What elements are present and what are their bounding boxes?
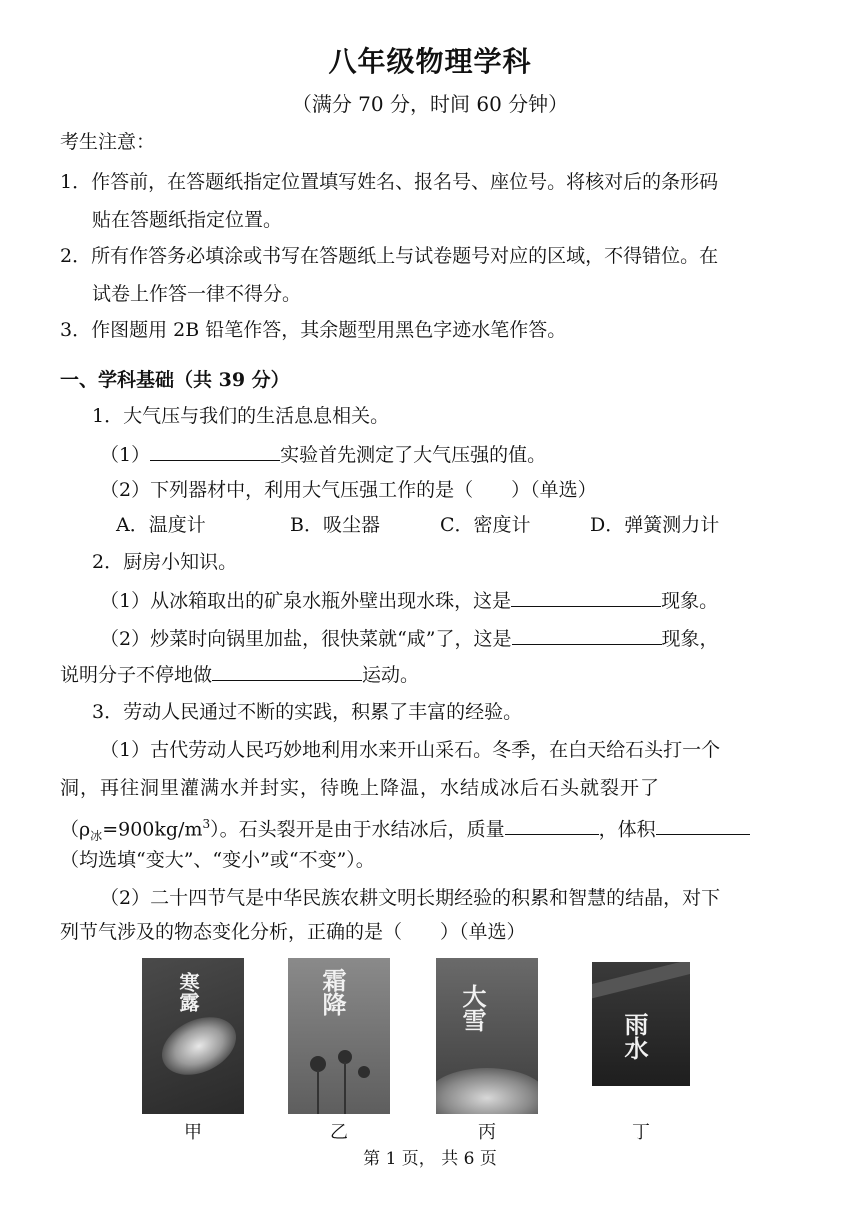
poster-caption: 甲	[184, 1122, 202, 1143]
q1-stem: 1．大气压与我们的生活息息相关。	[92, 405, 390, 427]
poster-caption: 丁	[632, 1122, 650, 1143]
poster-art-text: 大雪	[458, 984, 487, 1032]
notice-heading: 考生注意：	[60, 131, 156, 153]
q2-part2-line2-suffix: 运动。	[362, 664, 420, 686]
frost-flower-poster	[288, 958, 390, 1114]
unit-exponent: 3	[202, 817, 211, 831]
q3-part1-text: ）。石头裂开是由于水结冰后，质量	[210, 818, 505, 841]
answer-blank[interactable]	[656, 814, 750, 835]
q2-part2-line2-prefix: 说明分子不停地做	[60, 664, 213, 686]
notice-item-1-cont: 贴在答题纸指定位置。	[92, 209, 283, 231]
q1-part1-suffix: 实验首先测定了大气压强的值。	[280, 444, 547, 466]
flower-stem	[317, 1070, 319, 1114]
option-a: A．温度计	[116, 514, 206, 536]
option-c: C．密度计	[440, 514, 531, 536]
q2-part2-cont	[60, 660, 419, 689]
q3-part1-text2: ，体积	[598, 818, 656, 841]
roof-eave	[592, 962, 690, 999]
page-number: 第 1 页， 共 6 页	[363, 1149, 497, 1169]
frost-leaf-poster	[142, 958, 244, 1114]
notice-item-1: 1．作答前，在答题纸指定位置填写姓名、报名号、座位号。将核对后的条形码	[60, 171, 719, 193]
option-b: B．吸尘器	[290, 514, 380, 536]
poster-art-text: 雨水	[620, 1012, 649, 1060]
option-d: D．弹簧测力计	[590, 514, 720, 536]
q3-part1-line2: 洞，再往洞里灌满水并封实，待晚上降温，水结成冰后石头就裂开了	[60, 777, 661, 799]
q1-part1-prefix: （1）	[100, 444, 151, 466]
notice-item-2-cont: 试卷上作答一律不得分。	[92, 283, 302, 305]
section-heading: 一、学科基础（共 39 分）	[60, 369, 290, 391]
q1-part1	[100, 440, 546, 469]
q3-part2-line1: （2）二十四节气是中华民族农耕文明长期经验的积累和智慧的结晶，对下	[100, 887, 721, 909]
answer-blank[interactable]	[150, 440, 280, 461]
poster-art-text: 寒露	[176, 972, 200, 1012]
page-title: 八年级物理学科	[328, 45, 532, 78]
answer-blank[interactable]	[212, 660, 362, 681]
notice-item-2: 2．所有作答务必填涂或书写在答题纸上与试卷题号对应的区域，不得错位。在	[60, 245, 719, 267]
rho-symbol: （ρ	[60, 818, 91, 841]
q3-stem: 3．劳动人民通过不断的实践，积累了丰富的经验。	[92, 701, 523, 723]
q2-stem: 2．厨房小知识。	[92, 551, 238, 573]
poster-caption: 丙	[478, 1122, 496, 1143]
answer-blank[interactable]	[512, 624, 662, 645]
q3-part1-line4: （均选填“变大”、“变小”或“不变”）。	[60, 849, 375, 871]
q2-part2-prefix: （2）炒菜时向锅里加盐，很快菜就“咸”了，这是	[100, 628, 512, 650]
answer-blank[interactable]	[511, 586, 661, 607]
q2-part1-suffix: 现象。	[661, 590, 719, 612]
density-value: =900kg/m	[102, 818, 203, 841]
q3-part1-line1: （1）古代劳动人民巧妙地利用水来开山采石。冬季，在白天给石头打一个	[100, 739, 721, 761]
q3-part1-line3	[60, 810, 750, 850]
q2-part1-prefix: （1）从冰箱取出的矿泉水瓶外壁出现水珠，这是	[100, 590, 512, 612]
q1-part2: （2）下列器材中，利用大气压强工作的是（ ）（单选）	[100, 479, 597, 501]
page-subtitle: （满分 70 分，时间 60 分钟）	[291, 92, 569, 116]
flower-bud	[358, 1066, 370, 1078]
notice-item-3: 3．作图题用 2B 铅笔作答，其余题型用黑色字迹水笔作答。	[60, 319, 567, 341]
snow-scene-poster	[436, 958, 538, 1114]
rho-subscript: 冰	[90, 829, 103, 844]
poster-caption: 乙	[330, 1122, 348, 1143]
poster-art-text: 霜降	[318, 968, 347, 1016]
q2-part1	[100, 586, 718, 615]
flower-stem	[344, 1062, 346, 1114]
leaf-shape	[153, 1006, 244, 1086]
snow-drift	[436, 1068, 538, 1114]
q2-part2-suffix: 现象，	[661, 628, 719, 650]
q3-part2-line2: 列节气涉及的物态变化分析，正确的是（ ）（单选）	[60, 921, 526, 943]
answer-blank[interactable]	[505, 814, 599, 835]
rain-scene-poster	[592, 962, 690, 1086]
q2-part2	[100, 624, 719, 653]
